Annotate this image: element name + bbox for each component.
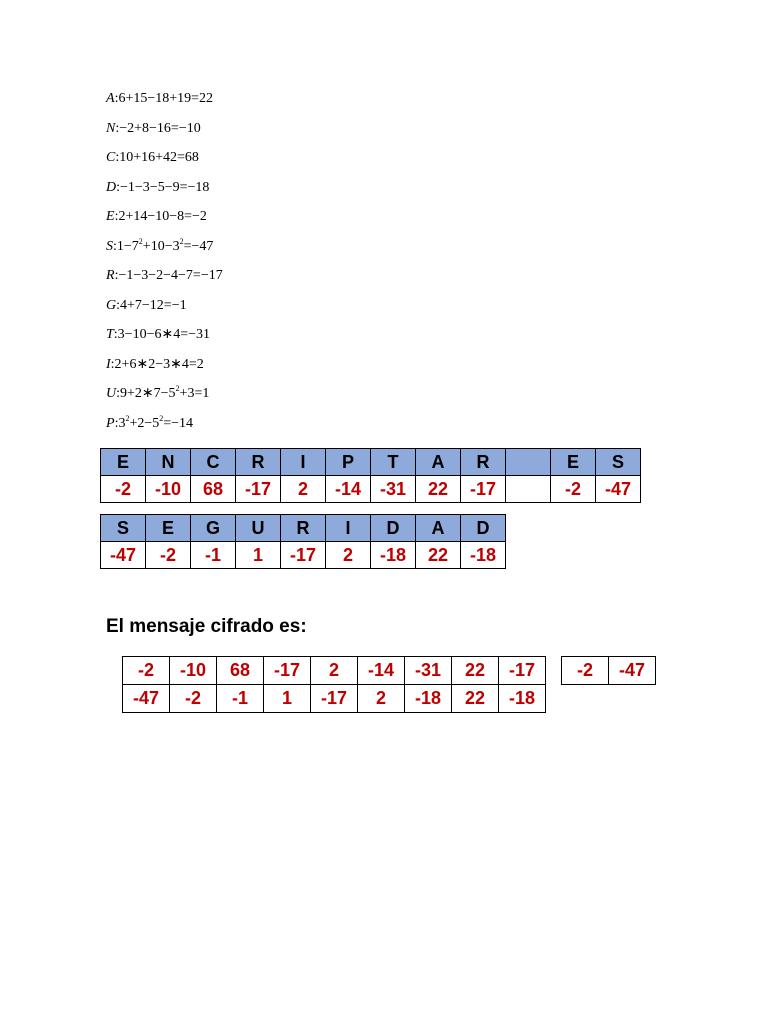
letter-cell: N xyxy=(146,449,191,476)
letter-cell: E xyxy=(551,449,596,476)
cipher-message-table xyxy=(122,656,656,713)
letter-cell: A xyxy=(416,515,461,542)
number-cell: -47 xyxy=(609,657,656,685)
number-cell: -18 xyxy=(499,685,546,713)
number-cell: 1 xyxy=(236,542,281,569)
number-cell: -17 xyxy=(461,476,506,503)
encryption-table-2 xyxy=(100,514,506,569)
cell-gap xyxy=(609,685,656,713)
cell-gap xyxy=(546,685,562,713)
number-cell: -31 xyxy=(371,476,416,503)
number-cell: -18 xyxy=(405,685,452,713)
letter-cell: D xyxy=(461,515,506,542)
equation-p: $P:3^2+2-5^2=-14$ xyxy=(106,413,194,431)
number-cell: 22 xyxy=(416,476,461,503)
number-cell: 22 xyxy=(416,542,461,569)
equation-n: N:−2+8−16=−10 xyxy=(106,120,201,136)
equation-list xyxy=(106,88,223,442)
number-cell: -10 xyxy=(170,657,217,685)
equation-i: I:2+6∗2−3∗4=2 xyxy=(106,356,204,372)
number-cell: -1 xyxy=(191,542,236,569)
number-cell: -2 xyxy=(562,657,609,685)
number-cell: -47 xyxy=(596,476,641,503)
number-cell: -17 xyxy=(264,657,311,685)
number-row xyxy=(101,476,641,503)
cell-gap xyxy=(562,685,609,713)
number-cell: -2 xyxy=(551,476,596,503)
letter-cell: C xyxy=(191,449,236,476)
number-cell: 2 xyxy=(281,476,326,503)
cipher-row-2 xyxy=(123,685,656,713)
letter-cell: R xyxy=(236,449,281,476)
number-cell-space xyxy=(506,476,551,503)
letter-cell: I xyxy=(281,449,326,476)
number-cell: -18 xyxy=(371,542,416,569)
number-cell: -47 xyxy=(123,685,170,713)
letter-row xyxy=(101,449,641,476)
letter-cell: R xyxy=(461,449,506,476)
letter-cell: E xyxy=(101,449,146,476)
number-cell: -17 xyxy=(311,685,358,713)
number-cell: -31 xyxy=(405,657,452,685)
number-cell: 2 xyxy=(326,542,371,569)
number-cell: -14 xyxy=(358,657,405,685)
number-cell: 22 xyxy=(452,685,499,713)
letter-cell: A xyxy=(416,449,461,476)
letter-cell: U xyxy=(236,515,281,542)
number-cell: -17 xyxy=(236,476,281,503)
number-cell: 2 xyxy=(311,657,358,685)
number-cell: -2 xyxy=(101,476,146,503)
letter-row xyxy=(101,515,506,542)
number-row xyxy=(101,542,506,569)
equation-e: E:2+14−10−8=−2 xyxy=(106,209,207,224)
equation-s: $S:1-7^2+10-3^2=-47$ xyxy=(106,236,214,254)
number-cell: 68 xyxy=(191,476,236,503)
number-cell: 22 xyxy=(452,657,499,685)
number-cell: -2 xyxy=(123,657,170,685)
number-cell: 68 xyxy=(217,657,264,685)
letter-cell: R xyxy=(281,515,326,542)
letter-cell: S xyxy=(596,449,641,476)
equation-a: A:6+15−18+19=22 xyxy=(106,91,214,106)
number-cell: -1 xyxy=(217,685,264,713)
number-cell: -2 xyxy=(146,542,191,569)
equation-g: G:4+7−12=−1 xyxy=(106,297,187,313)
letter-cell-space xyxy=(506,449,551,476)
number-cell: -18 xyxy=(461,542,506,569)
letter-cell: E xyxy=(146,515,191,542)
cell-gap xyxy=(546,657,562,685)
letter-cell: I xyxy=(326,515,371,542)
equation-c: C:10+16+42=68 xyxy=(106,150,199,165)
equation-r: R:−1−3−2−4−7=−17 xyxy=(106,268,223,283)
equation-t: T:3−10−6∗4=−31 xyxy=(106,327,210,342)
letter-cell: P xyxy=(326,449,371,476)
equation-d: D:−1−3−5−9=−18 xyxy=(106,179,210,195)
encryption-table-1 xyxy=(100,448,641,503)
cipher-message-heading: El mensaje cifrado es: xyxy=(106,616,307,637)
number-cell: 1 xyxy=(264,685,311,713)
number-cell: -2 xyxy=(170,685,217,713)
letter-cell: T xyxy=(371,449,416,476)
equation-u: $U:9+2∗7-5^2+3=1$ xyxy=(106,384,210,401)
letter-cell: D xyxy=(371,515,416,542)
number-cell: -47 xyxy=(101,542,146,569)
letter-cell: S xyxy=(101,515,146,542)
number-cell: -17 xyxy=(499,657,546,685)
number-cell: -10 xyxy=(146,476,191,503)
number-cell: -17 xyxy=(281,542,326,569)
number-cell: -14 xyxy=(326,476,371,503)
letter-cell: G xyxy=(191,515,236,542)
number-cell: 2 xyxy=(358,685,405,713)
cipher-row-1 xyxy=(123,657,656,685)
